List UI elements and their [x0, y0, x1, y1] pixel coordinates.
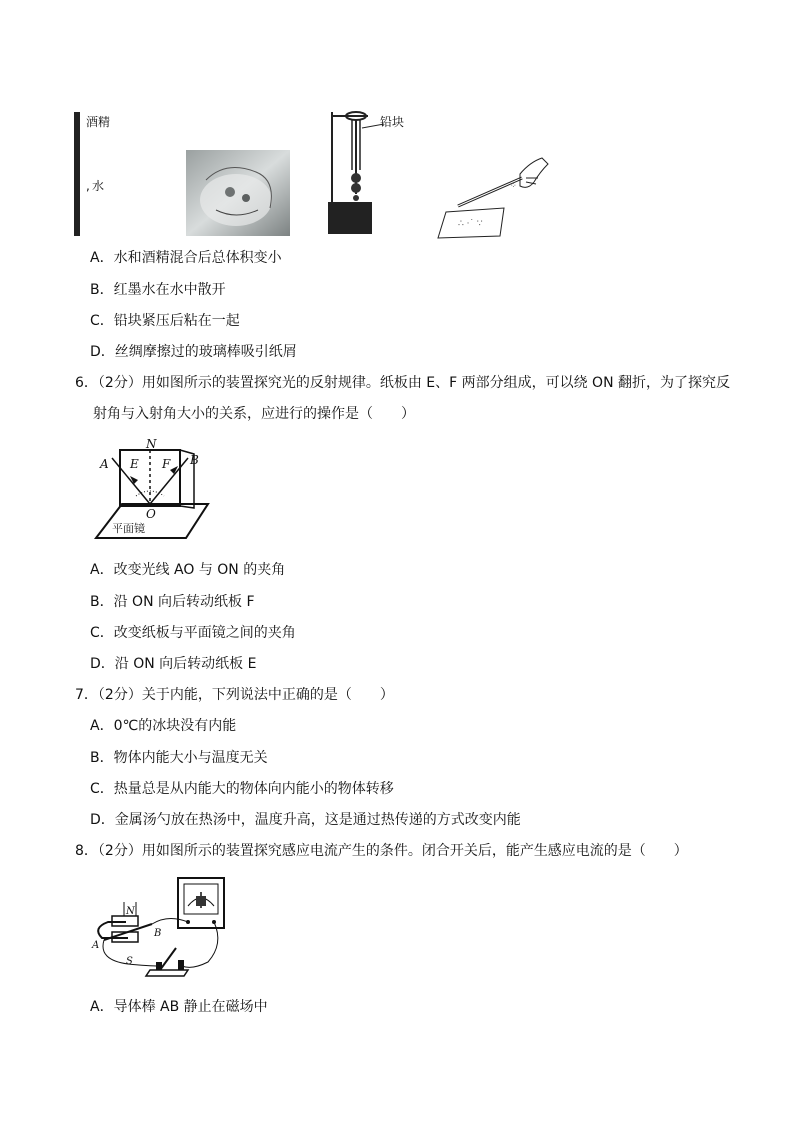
label-f: F	[162, 457, 171, 471]
q5-option-b[interactable]: B．红墨水在水中散开	[90, 282, 226, 298]
label-a: A	[92, 940, 100, 951]
q7-option-c[interactable]: C．热量总是从内能大的物体向内能小的物体转移	[90, 781, 394, 797]
figure-ink-in-water-photo	[186, 150, 290, 236]
svg-text:⁘: ⁘	[510, 181, 517, 190]
q6-option-c[interactable]: C．改变纸板与平面镜之间的夹角	[90, 625, 296, 641]
figure-glass-rod-paper	[430, 148, 550, 240]
label-n: N	[126, 906, 135, 917]
figure-tube-alcohol-water	[70, 108, 130, 240]
tube-label-bottom: 水	[92, 179, 105, 193]
q8-stem: 8．（2分）用如图所示的装置探究感应电流产生的条件。闭合开关后，能产生感应电流的是（ ）	[75, 843, 688, 859]
figure-induction-apparatus	[88, 874, 228, 980]
q5-option-a[interactable]: A．水和酒精混合后总体积变小	[90, 250, 282, 266]
q7-option-b[interactable]: B．物体内能大小与温度无关	[90, 750, 268, 766]
figure-lead-blocks-stand	[322, 98, 412, 240]
svg-text:∴ ·˙ ∵: ∴ ·˙ ∵	[458, 219, 483, 229]
label-a: A	[100, 457, 109, 471]
label-b: B	[190, 453, 199, 467]
label-b: B	[154, 928, 162, 939]
label-s: S	[126, 956, 133, 967]
q6-option-a[interactable]: A．改变光线 AO 与 ON 的夹角	[90, 562, 286, 578]
label-e: E	[130, 457, 139, 471]
q7-stem: 7．（2分）关于内能，下列说法中正确的是（ ）	[75, 687, 394, 703]
q8-option-a[interactable]: A．导体棒 AB 静止在磁场中	[90, 999, 268, 1015]
q6-option-d[interactable]: D．沿 ON 向后转动纸板 E	[90, 656, 257, 672]
q6-stem-line1: 6．（2分）用如图所示的装置探究光的反射规律。纸板由 E、F 两部分组成，可以绕 ON 翻折，为了探究反	[75, 375, 731, 391]
q5-option-c[interactable]: C．铅块紧压后粘在一起	[90, 313, 240, 329]
figure-reflection-apparatus	[90, 438, 218, 542]
tube-label-top: 酒精	[86, 115, 111, 129]
label-o: O	[146, 507, 156, 521]
label-n: N	[146, 438, 157, 451]
q6-option-b[interactable]: B．沿 ON 向后转动纸板 F	[90, 594, 255, 610]
q5-option-d[interactable]: D．丝绸摩擦过的玻璃棒吸引纸屑	[90, 344, 297, 360]
mirror-label: 平面镜	[112, 522, 145, 535]
q7-option-a[interactable]: A．0℃的冰块没有内能	[90, 718, 237, 734]
q7-option-d[interactable]: D．金属汤勺放在热汤中，温度升高，这是通过热传递的方式改变内能	[90, 812, 521, 828]
stand-label: 铅块	[380, 115, 405, 129]
q6-stem-line2: 射角与入射角大小的关系，应进行的操作是（ ）	[93, 406, 415, 422]
svg-text:,: ,	[86, 179, 90, 193]
